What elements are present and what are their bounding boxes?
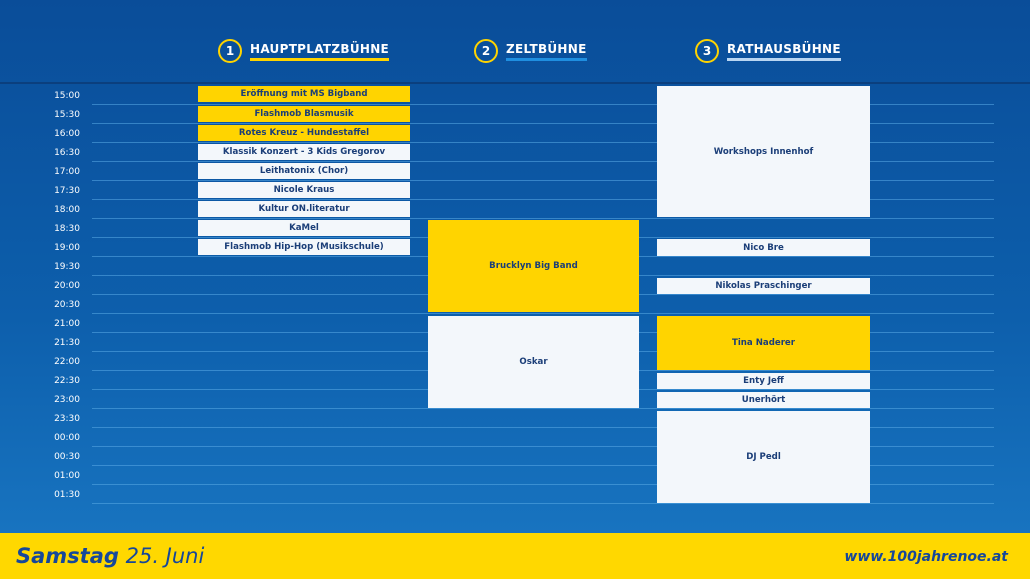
event-block: Flashmob Hip-Hop (Musikschule) [198, 239, 410, 255]
time-label: 21:00 [54, 319, 80, 329]
footer-url: www.100jahrenoe.at [844, 549, 1008, 565]
grid-line [92, 408, 994, 409]
event-block: DJ Pedl [657, 411, 870, 503]
time-label: 23:30 [54, 414, 80, 424]
event-block: Brucklyn Big Band [428, 220, 639, 312]
stage-number-badge: 1 [218, 39, 242, 63]
event-block: Nicole Kraus [198, 182, 410, 198]
grid-line [92, 313, 994, 314]
time-label: 20:30 [54, 300, 80, 310]
event-block: Eröffnung mit MS Bigband [198, 86, 410, 102]
footer-date [16, 544, 204, 568]
time-label: 22:30 [54, 376, 80, 386]
time-label: 23:00 [54, 395, 80, 405]
footer-day-date: 25. Juni [125, 544, 205, 568]
event-block: Rotes Kreuz - Hundestaffel [198, 125, 410, 141]
stage-title: RATHAUSBÜHNE [727, 42, 841, 61]
time-label: 01:30 [54, 490, 80, 500]
time-label: 22:00 [54, 357, 80, 367]
event-block: Enty Jeff [657, 373, 870, 389]
grid-line [92, 218, 994, 219]
event-block: Workshops Innenhof [657, 86, 870, 217]
footer-day-name: Samstag [16, 544, 119, 568]
time-label: 15:00 [54, 91, 80, 101]
time-label: 21:30 [54, 338, 80, 348]
event-block: KaMel [198, 220, 410, 236]
stage-number-badge: 2 [474, 39, 498, 63]
stage-header-zelt [474, 38, 587, 64]
time-label: 19:30 [54, 262, 80, 272]
event-block: Nico Bre [657, 239, 870, 256]
grid-line [92, 503, 994, 504]
event-block: Nikolas Praschinger [657, 278, 870, 294]
time-label: 00:30 [54, 452, 80, 462]
time-label: 18:30 [54, 224, 80, 234]
time-label: 01:00 [54, 471, 80, 481]
event-block: Oskar [428, 316, 639, 408]
stage-title: ZELTBÜHNE [506, 42, 587, 61]
event-block: Flashmob Blasmusik [198, 106, 410, 122]
event-block: Kultur ON.literatur [198, 201, 410, 217]
time-label: 16:30 [54, 148, 80, 158]
time-label: 20:00 [54, 281, 80, 291]
time-label: 19:00 [54, 243, 80, 253]
time-label: 15:30 [54, 110, 80, 120]
time-label: 18:00 [54, 205, 80, 215]
footer-bar [0, 533, 1030, 579]
stage-title: HAUPTPLATZBÜHNE [250, 42, 389, 61]
stage-header-hauptplatz [218, 38, 389, 64]
event-block: Leithatonix (Chor) [198, 163, 410, 179]
stage-header-rathaus [695, 38, 841, 64]
header-divider [0, 82, 1030, 84]
event-block: Klassik Konzert - 3 Kids Gregorov [198, 144, 410, 160]
time-label: 00:00 [54, 433, 80, 443]
time-label: 17:30 [54, 186, 80, 196]
event-block: Tina Naderer [657, 316, 870, 370]
event-block: Unerhört [657, 392, 870, 408]
time-label: 16:00 [54, 129, 80, 139]
time-label: 17:00 [54, 167, 80, 177]
stage-number-badge: 3 [695, 39, 719, 63]
